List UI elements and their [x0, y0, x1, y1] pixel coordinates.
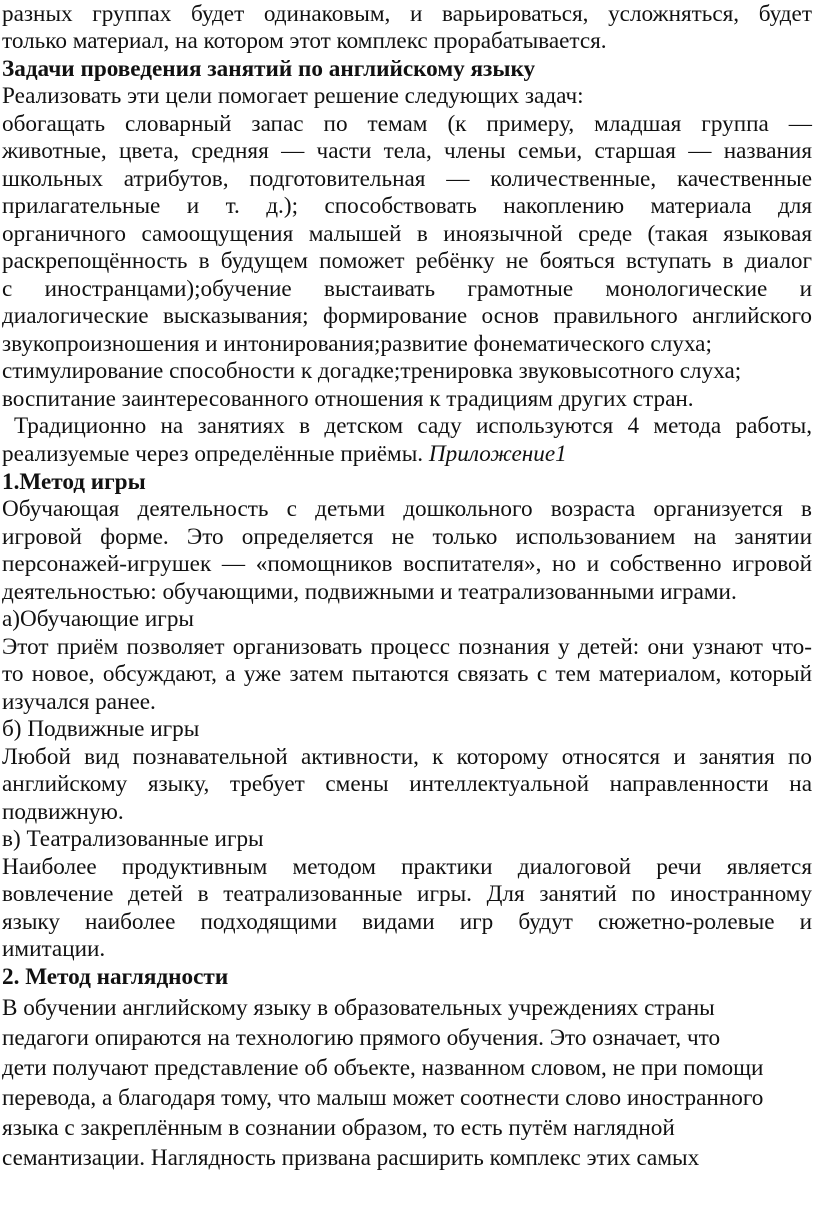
text-line: языка с закреплённым в сознании образом, то есть путём наглядной — [2, 1115, 675, 1141]
text-line: имитации. — [2, 936, 106, 962]
text-line: с иностранцами);обучение выстаивать грамотные монологические и — [2, 276, 812, 302]
text-line: разных группах будет одинаковым, и варьироваться, усложняться, будет — [2, 1, 812, 27]
text-line: персонажей-игрушек — «помощников воспитателя», но и собственно игровой — [2, 551, 812, 577]
text-line: только материал, на котором этот комплекс прорабатывается. — [2, 28, 607, 54]
text-line: Наиболее продуктивным методом практики диалоговой речи является — [2, 854, 812, 880]
text-line: Реализовать эти цели помогает решение следующих задач: — [2, 83, 584, 109]
text-line: игровой форме. Это определяется не только использованием на занятии — [2, 524, 812, 550]
text-line: В обучении английскому языку в образовательных учреждениях страны — [2, 995, 715, 1021]
text-line: языку наиболее подходящими видами игр будут сюжетно-ролевые и — [2, 909, 812, 935]
section-heading-method2: 2. Метод наглядности — [2, 964, 229, 990]
section-heading-method1: 1.Метод игры — [2, 469, 146, 495]
text-line: семантизации. Наглядность призвана расширить комплекс этих самых — [2, 1145, 700, 1171]
text-line: педагоги опираются на технологию прямого обучения. Это означает, что — [2, 1025, 721, 1051]
text-span: реализуемые через определённые приёмы. — [2, 441, 429, 467]
text-line: вовлечение детей в театрализованные игры. Для занятий по иностранному — [2, 881, 812, 907]
text-line: перевода, а благодаря тому, что малыш может соотнести слово иностранного — [2, 1085, 764, 1111]
text-line: Этот приём позволяет организовать процесс познания у детей: они узнают что- — [2, 634, 812, 660]
text-line — [2, 441, 812, 468]
text-line: Любой вид познавательной активности, к которому относятся и занятия по — [2, 744, 812, 770]
text-line: подвижную. — [2, 799, 124, 825]
subheading-a: а)Обучающие игры — [2, 606, 194, 632]
text-line: звукопроизношения и интонирования;развитие фонематического слуха; — [2, 331, 712, 357]
text-line: раскрепощённость в будущем поможет ребёнку не бояться вступать в диалог — [2, 248, 812, 274]
subheading-c: в) Театрализованные игры — [2, 826, 264, 852]
text-line: диалогические высказывания; формирование основ правильного английского — [2, 303, 812, 329]
text-line: то новое, обсуждают, а уже затем пытаются связать с тем материалом, который — [2, 661, 812, 687]
text-line: английскому языку, требует смены интеллектуальной направленности на — [2, 771, 812, 797]
text-line: воспитание заинтересованного отношения к традициям других стран. — [2, 386, 694, 412]
text-line: обогащать словарный запас по темам (к примеру, младшая группа — — [2, 111, 812, 137]
text-line: школьных атрибутов, подготовительная — количественные, качественные — [2, 166, 812, 192]
text-line: изучался ранее. — [2, 689, 156, 715]
text-line: стимулирование способности к догадке;тренировка звуковысотного слуха; — [2, 358, 742, 384]
text-line: органичного самоощущения малышей в иноязычной среде (такая языковая — [2, 221, 812, 247]
subheading-b: б) Подвижные игры — [2, 716, 200, 742]
text-line: дети получают представление об объекте, названном словом, не при помощи — [2, 1055, 764, 1081]
text-line: прилагательные и т. д.); способствовать накоплению материала для — [2, 193, 812, 219]
appendix-reference: Приложение1 — [428, 441, 567, 467]
text-line: деятельностью: обучающими, подвижными и театрализованными играми. — [2, 579, 737, 605]
text-line: Традиционно на занятиях в детском саду используются 4 метода работы, — [14, 413, 812, 439]
text-line: животные, цвета, средняя — части тела, члены семьи, старшая — названия — [2, 138, 812, 164]
text-line: Обучающая деятельность с детьми дошкольного возраста организуется в — [2, 496, 812, 522]
section-heading-tasks: Задачи проведения занятий по английскому языку — [2, 56, 536, 82]
